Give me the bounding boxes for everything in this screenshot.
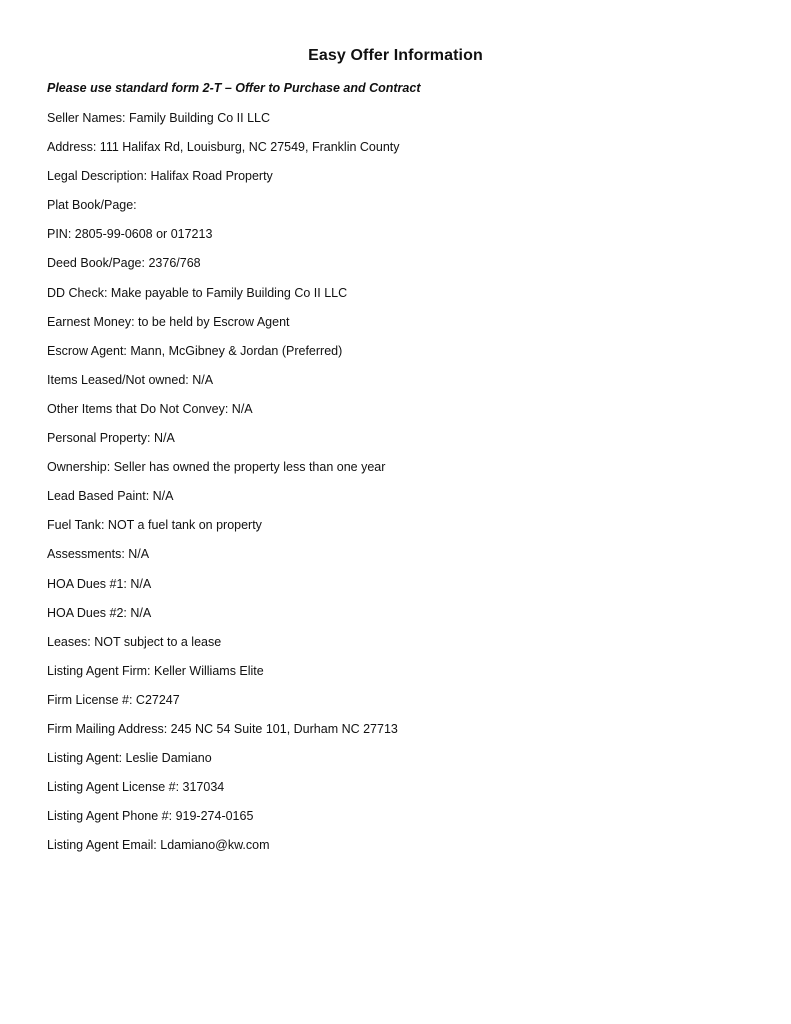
field-hoa-dues-1: HOA Dues #1: N/A bbox=[47, 576, 152, 591]
field-listing-agent-email: Listing Agent Email: Ldamiano@kw.com bbox=[47, 838, 270, 853]
field-ownership: Ownership: Seller has owned the property less than one year bbox=[47, 460, 386, 475]
field-plat-book-page: Plat Book/Page: bbox=[47, 198, 137, 213]
field-address: Address: 111 Halifax Rd, Louisburg, NC 27549, Franklin County bbox=[47, 140, 400, 155]
field-firm-mailing-address: Firm Mailing Address: 245 NC 54 Suite 101, Durham NC 27713 bbox=[47, 721, 398, 736]
field-items-leased: Items Leased/Not owned: N/A bbox=[47, 372, 214, 387]
field-leases: Leases: NOT subject to a lease bbox=[47, 634, 222, 649]
offer-fields-list bbox=[47, 110, 400, 866]
field-pin: PIN: 2805-99-0608 or 017213 bbox=[47, 227, 213, 242]
field-seller-names: Seller Names: Family Building Co II LLC bbox=[47, 111, 270, 125]
field-deed-book-page: Deed Book/Page: 2376/768 bbox=[47, 256, 201, 271]
form-instruction: Please use standard form 2-T – Offer to Purchase and Contract bbox=[47, 81, 421, 95]
field-listing-agent-license: Listing Agent License #: 317034 bbox=[47, 780, 225, 795]
field-lead-based-paint: Lead Based Paint: N/A bbox=[47, 489, 174, 504]
field-personal-property: Personal Property: N/A bbox=[47, 431, 175, 446]
field-fuel-tank: Fuel Tank: NOT a fuel tank on property bbox=[47, 518, 262, 533]
field-listing-agent-firm: Listing Agent Firm: Keller Williams Elite bbox=[47, 663, 264, 678]
field-escrow-agent: Escrow Agent: Mann, McGibney & Jordan (Preferred) bbox=[47, 343, 343, 358]
field-firm-license: Firm License #: C27247 bbox=[47, 692, 180, 707]
field-hoa-dues-2: HOA Dues #2: N/A bbox=[47, 605, 152, 620]
field-assessments: Assessments: N/A bbox=[47, 547, 150, 562]
field-listing-agent: Listing Agent: Leslie Damiano bbox=[47, 751, 212, 766]
field-dd-check: DD Check: Make payable to Family Building Co II LLC bbox=[47, 285, 348, 300]
field-legal-description: Legal Description: Halifax Road Property bbox=[47, 169, 273, 184]
field-items-not-convey: Other Items that Do Not Convey: N/A bbox=[47, 401, 253, 416]
field-earnest-money: Earnest Money: to be held by Escrow Agent bbox=[47, 314, 290, 329]
document-title: Easy Offer Information bbox=[308, 47, 483, 64]
field-listing-agent-phone: Listing Agent Phone #: 919-274-0165 bbox=[47, 809, 254, 824]
